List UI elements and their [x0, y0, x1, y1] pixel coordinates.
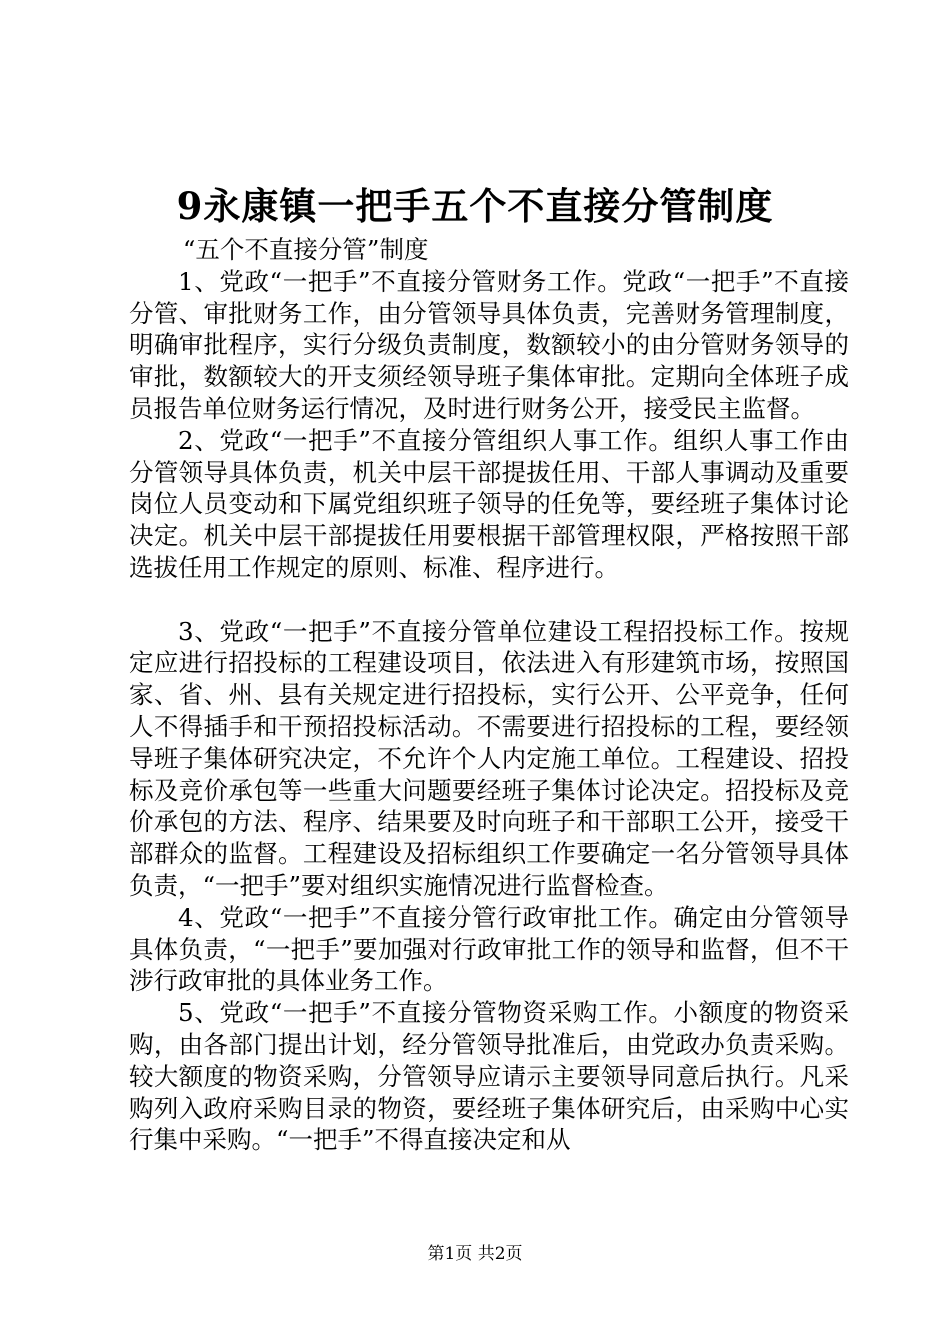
- paragraph-2: 2、党政“一把手”不直接分管组织人事工作。组织人事工作由分管领导具体负责，机关中层干部提拔任用、干部人事调动及重要岗位人员变动和下属党组织班子领导的任免等，要经班子集体讨论决定。机关中层干部提拔任用要根据干部管理权限，严格按照干部选拔任用工作规定的原则、标准、程序进行。: [129, 425, 849, 582]
- document-title: 9永康镇一把手五个不直接分管制度: [176, 184, 774, 228]
- paragraph-3: 3、党政“一把手”不直接分管单位建设工程招投标工作。按规定应进行招投标的工程建设项目，依法进入有形建筑市场，按照国家、省、州、县有关规定进行招投标，实行公开、公平竞争，任何人不得插手和干预招投标活动。不需要进行招投标的工程，要经领导班子集体研究决定，不允许个人内定施工单位。工程建设、招投标及竞价承包等一些重大问题要经班子集体讨论决定。招投标及竞价承包的方法、程序、结果要及时向班子和干部职工公开，接受干部群众的监督。工程建设及招标组织工作要确定一名分管领导具体负责，“一把手”要对组织实施情况进行监督检查。: [129, 616, 849, 900]
- document-subtitle: “五个不直接分管”制度: [182, 235, 429, 264]
- paragraph-1: 1、党政“一把手”不直接分管财务工作。党政“一把手”不直接分管、审批财务工作，由分管领导具体负责，完善财务管理制度，明确审批程序，实行分级负责制度，数额较小的由分管财务领导的审批，数额较大的开支须经领导班子集体审批。定期向全体班子成员报告单位财务运行情况，及时进行财务公开，接受民主监督。: [129, 266, 849, 423]
- document-body: [129, 234, 849, 1156]
- page-footer: 第1页 共2页: [427, 1244, 523, 1264]
- paragraph-5: 5、党政“一把手”不直接分管物资采购工作。小额度的物资采购，由各部门提出计划，经分管领导批准后，由党政办负责采购。较大额度的物资采购，分管领导应请示主要领导同意后执行。凡采购列入政府采购目录的物资，要经班子集体研究后，由采购中心实行集中采购。“一把手”不得直接决定和从: [129, 998, 849, 1155]
- paragraph-4: 4、党政“一把手”不直接分管行政审批工作。确定由分管领导具体负责，“一把手”要加强对行政审批工作的领导和监督，但不干涉行政审批的具体业务工作。: [129, 902, 849, 996]
- paragraph-gap: [129, 584, 849, 616]
